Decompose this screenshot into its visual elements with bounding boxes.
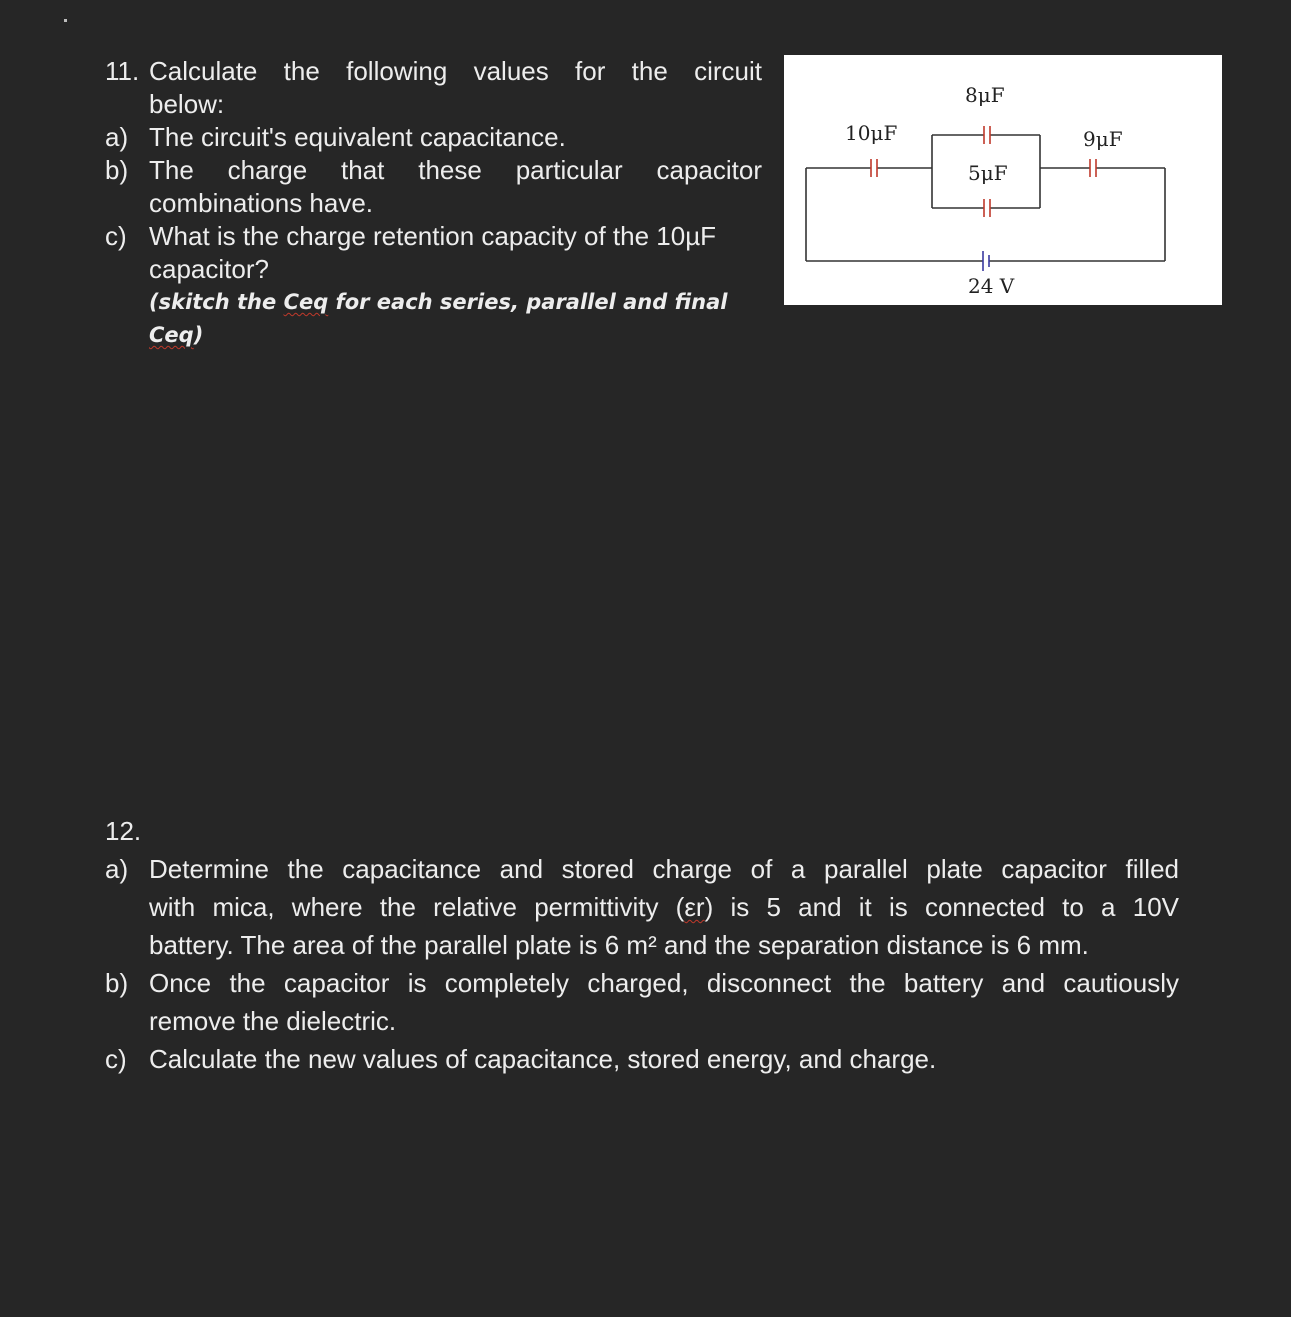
note-suffix: ): [193, 323, 204, 347]
q11-part-a: [105, 121, 762, 154]
circuit-diagram: [784, 55, 1222, 305]
q12-part-b: [105, 964, 1179, 1040]
q12-a-line1: Determine the capacitance and stored charge of a parallel plate capacitor filled: [149, 854, 1179, 884]
epsilon-symbol: εr: [684, 892, 705, 922]
question-12: [105, 812, 1179, 1078]
c1-label: 10μF: [845, 121, 898, 145]
q11-intro-line2: below:: [149, 89, 225, 119]
q11-part-c: [105, 220, 762, 352]
q12-a-line2-post: ) is 5 and it is connected to a 10V: [704, 892, 1179, 922]
q11-c-line2: capacitor?: [149, 254, 269, 284]
q12-a-line2: [149, 888, 1179, 926]
q11-number: 11.: [105, 56, 140, 86]
q11-b-line2: combinations have.: [149, 188, 374, 218]
circuit-wires: [806, 135, 1165, 261]
question-11: [105, 55, 762, 352]
q12-a-label: a): [105, 854, 129, 884]
circuit-svg: [784, 55, 1222, 305]
q12-c-label: c): [105, 1044, 127, 1074]
q11-b-line1: The charge that these particular capacitor: [149, 155, 762, 185]
q12-part-a: [105, 850, 1179, 964]
battery-symbol: [983, 251, 989, 271]
q12-b-line2: remove the dielectric.: [149, 1006, 397, 1036]
q11-intro-line1: Calculate the following values for the circuit: [149, 56, 762, 86]
note-ceq-1: Ceq: [283, 290, 329, 314]
q12-c-text: Calculate the new values of capacitance, stored energy, and charge.: [149, 1044, 937, 1074]
c4-label: 9μF: [1083, 127, 1123, 151]
q11-sketch-note: [149, 286, 762, 352]
q11-c-line1: What is the charge retention capacity of the 10µF: [149, 221, 717, 251]
q12-b-label: b): [105, 968, 129, 998]
page-marker-dot: [64, 19, 67, 22]
note-ceq-2: Ceq: [149, 323, 194, 347]
note-prefix: (skitch the: [149, 290, 284, 314]
q12-b-line1: Once the capacitor is completely charged, disconnect the battery and cautiously: [149, 968, 1179, 998]
q11-b-label: b): [105, 155, 129, 185]
q12-number: 12.: [105, 816, 142, 846]
c2-label: 8μF: [965, 83, 1005, 107]
q11-intro: [105, 55, 762, 121]
q11-a-text: The circuit's equivalent capacitance.: [149, 122, 566, 152]
q12-a-line2-pre: with mica, where the relative permittivity (: [149, 892, 685, 922]
q12-a-line3: battery. The area of the parallel plate is 6 m² and the separation distance is 6 mm.: [149, 930, 1089, 960]
battery-label: 24 V: [968, 274, 1015, 298]
c3-label: 5μF: [968, 161, 1008, 185]
note-middle: for each series, parallel and final: [328, 290, 728, 314]
q11-part-b: [105, 154, 762, 220]
q11-c-label: c): [105, 221, 127, 251]
q12-part-c: [105, 1040, 1179, 1078]
q11-a-label: a): [105, 122, 129, 152]
